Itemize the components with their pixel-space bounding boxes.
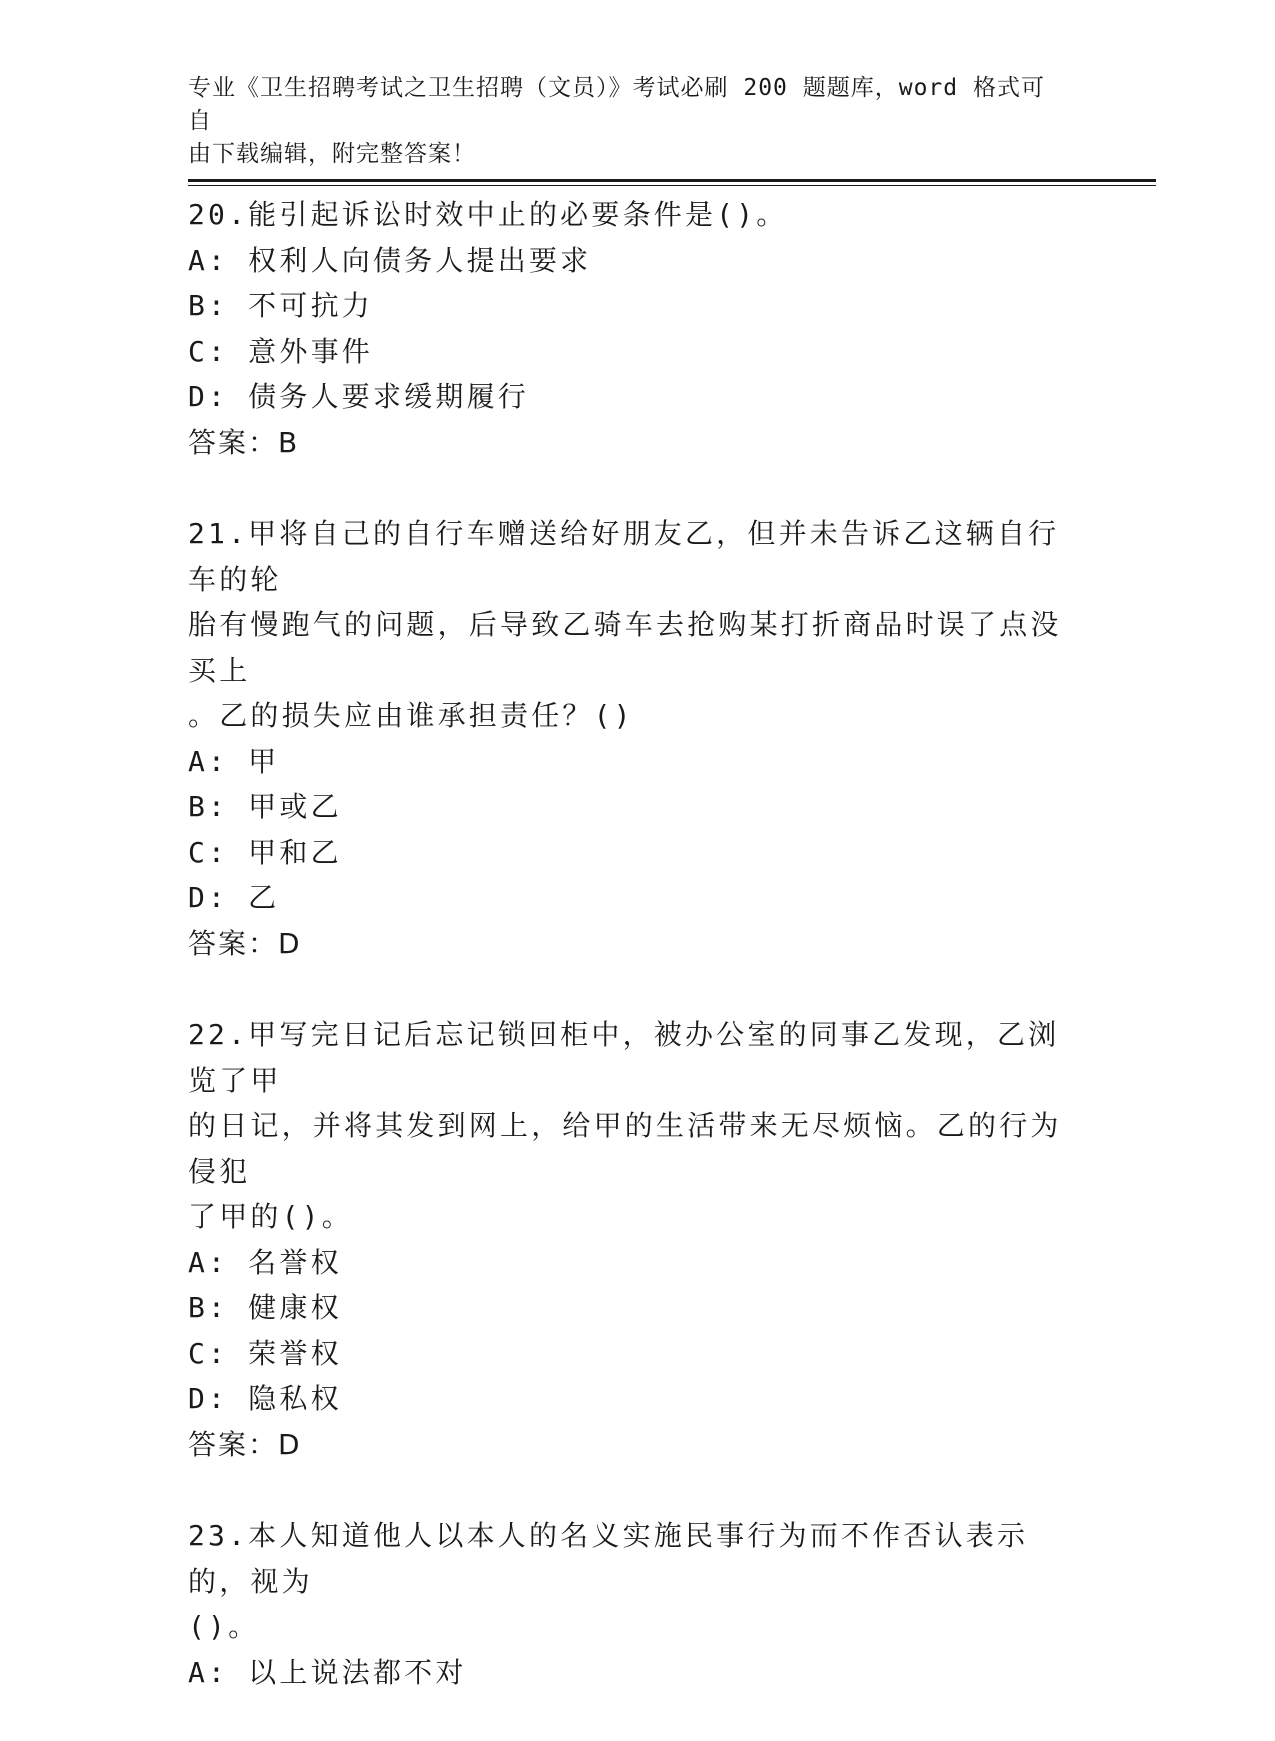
question-stem-line: 20.能引起诉讼时效中止的必要条件是()。 <box>188 198 788 231</box>
question-21 <box>188 511 1088 966</box>
option-a: A: 权利人向债务人提出要求 <box>188 243 592 277</box>
question-stem-line: ()。 <box>188 1610 260 1643</box>
option-d: D: 债务人要求缓期履行 <box>188 380 529 413</box>
header-divider-thin <box>188 185 1156 186</box>
question-stem-line: 的日记，并将其发到网上，给甲的生活带来无尽烦恼。乙的行为侵犯 <box>188 1109 1062 1188</box>
answer-line: 答案：D <box>188 1427 302 1461</box>
question-stem-line: 22.甲写完日记后忘记锁回柜中，被办公室的同事乙发现，乙浏览了甲 <box>188 1018 1060 1097</box>
option-a: A: 甲 <box>188 744 280 778</box>
option-c: C: 荣誉权 <box>188 1336 342 1370</box>
option-c: C: 意外事件 <box>188 334 373 368</box>
option-d: D: 乙 <box>188 881 280 914</box>
question-stem-line: 。乙的损失应由谁承担责任？() <box>188 699 634 732</box>
question-stem-line: 胎有慢跑气的问题，后导致乙骑车去抢购某打折商品时误了点没买上 <box>188 608 1062 687</box>
header-line-1: 专业《卫生招聘考试之卫生招聘（文员）》考试必刷 200 题题库，word 格式可自 <box>188 75 1045 134</box>
option-b: B: 不可抗力 <box>188 289 373 322</box>
option-b: B: 健康权 <box>188 1291 342 1324</box>
answer-line: 答案：D <box>188 926 302 960</box>
question-20 <box>188 192 1088 465</box>
option-b: B: 甲或乙 <box>188 790 342 823</box>
question-23 <box>188 1513 1088 1695</box>
document-header <box>188 72 1068 171</box>
option-a: A: 以上说法都不对 <box>188 1655 467 1689</box>
question-stem <box>188 1012 1088 1240</box>
option-a: A: 名誉权 <box>188 1245 342 1279</box>
question-stem-line: 23.本人知道他人以本人的名义实施民事行为而不作否认表示的，视为 <box>188 1519 1029 1598</box>
option-c: C: 甲和乙 <box>188 835 342 869</box>
question-stem-line: 21.甲将自己的自行车赠送给好朋友乙，但并未告诉乙这辆自行车的轮 <box>188 517 1060 596</box>
question-stem-line: 了甲的()。 <box>188 1200 353 1233</box>
question-stem <box>188 1513 1088 1650</box>
header-line-2: 由下载编辑，附完整答案！ <box>188 141 476 167</box>
answer-line: 答案：B <box>188 425 300 459</box>
option-d: D: 隐私权 <box>188 1382 342 1415</box>
question-stem <box>188 511 1088 739</box>
question-list <box>188 192 1088 1741</box>
question-stem <box>188 192 1088 238</box>
header-divider-thick <box>188 179 1156 182</box>
question-22 <box>188 1012 1088 1467</box>
